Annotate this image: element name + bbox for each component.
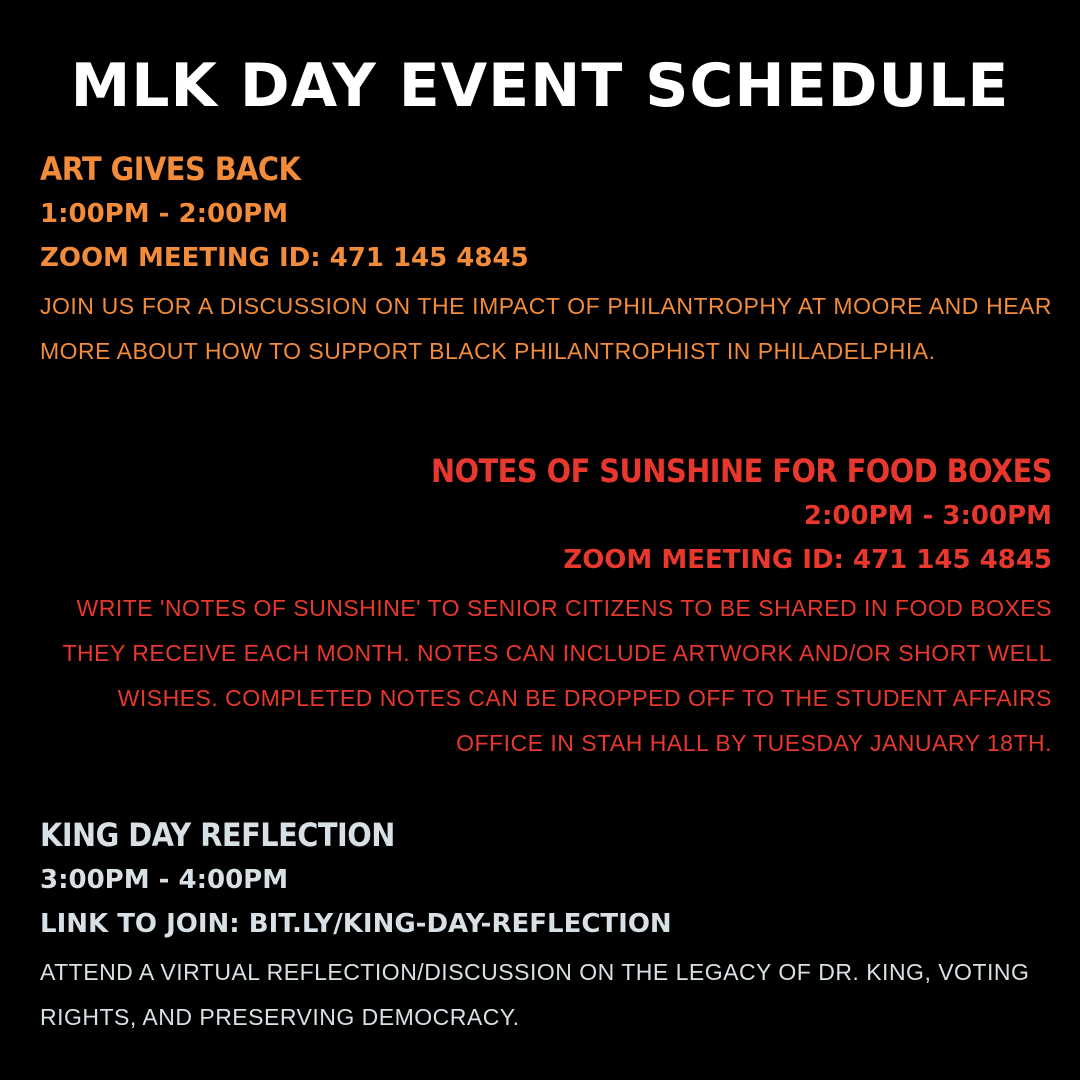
event-king-day-reflection xyxy=(40,816,1052,1040)
event-title: NOTES OF SUNSHINE FOR FOOD BOXES xyxy=(430,452,1052,490)
event-time: 1:00PM - 2:00PM xyxy=(40,199,289,229)
event-zoom-id: ZOOM MEETING ID: 471 145 4845 xyxy=(563,545,1052,575)
page-title: MLK DAY EVENT SCHEDULE xyxy=(70,51,1010,121)
event-description: JOIN US FOR A DISCUSSION ON THE IMPACT OF PHILANTROPHY AT MOORE AND HEAR MORE ABOUT HOW TO SUPPORT BLACK PHILANTROPHIST IN PHILADELPHIA. xyxy=(40,293,1052,364)
event-zoom-id: ZOOM MEETING ID: 471 145 4845 xyxy=(40,243,529,273)
event-notes-of-sunshine xyxy=(40,452,1052,766)
event-title: ART GIVES BACK xyxy=(40,150,301,188)
event-art-gives-back xyxy=(40,150,1052,374)
event-link[interactable]: LINK TO JOIN: BIT.LY/KING-DAY-REFLECTION xyxy=(40,909,672,939)
event-description: WRITE 'NOTES OF SUNSHINE' TO SENIOR CITIZENS TO BE SHARED IN FOOD BOXES THEY RECEIVE EACH MONTH. NOTES CAN INCLUDE ARTWORK AND/OR SHORT WELL WISHES. COMPLETED NOTES CAN BE DROPPED OFF TO THE STUDENT AFFAIRS OFFICE IN STAH HALL BY TUESDAY JANUARY 18TH. xyxy=(62,595,1052,756)
event-time: 3:00PM - 4:00PM xyxy=(40,865,289,895)
event-description: ATTEND A VIRTUAL REFLECTION/DISCUSSION ON THE LEGACY OF DR. KING, VOTING RIGHTS, AND PRESERVING DEMOCRACY. xyxy=(40,959,1030,1030)
event-title: KING DAY REFLECTION xyxy=(40,816,395,854)
event-time: 2:00PM - 3:00PM xyxy=(803,501,1052,531)
